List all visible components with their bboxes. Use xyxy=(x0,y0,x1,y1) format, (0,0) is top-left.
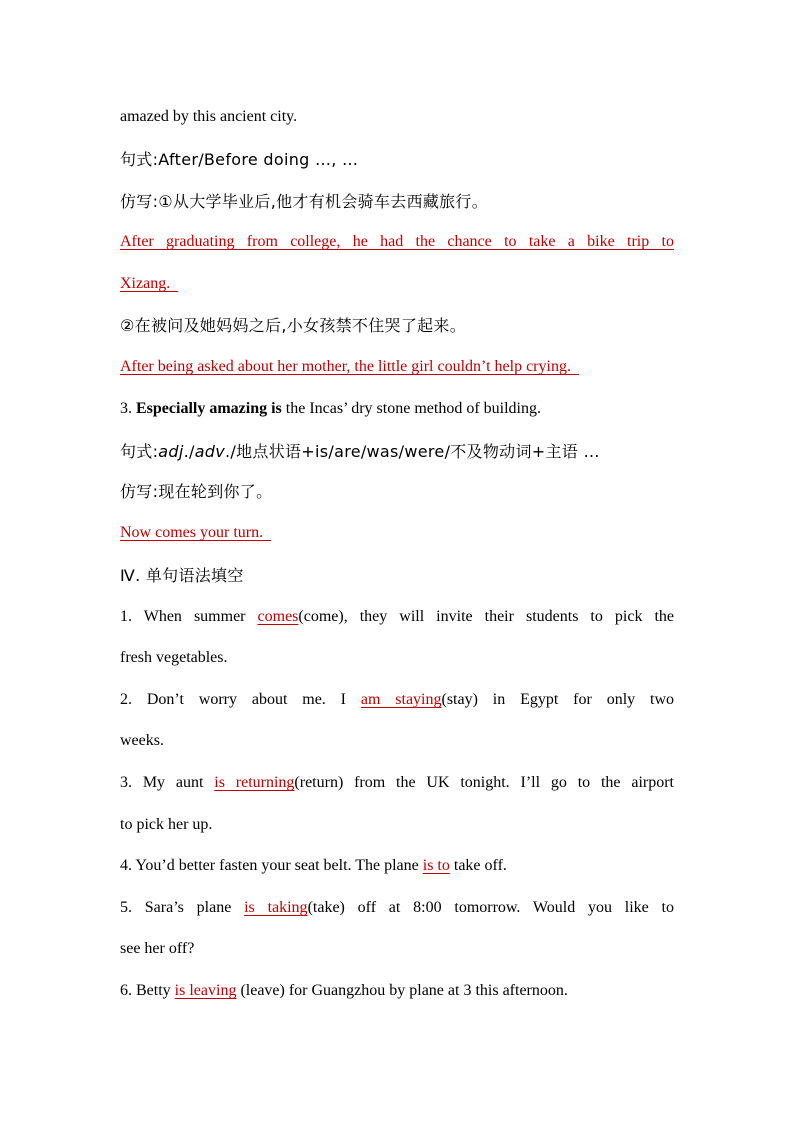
answer-1-part-1: After graduating from college, he had the chance to take a bike trip to xyxy=(120,233,674,250)
question-text: (return) from the UK tonight. I’ll go to the airport xyxy=(294,774,675,791)
question-text: 1. When summer xyxy=(120,608,258,625)
question-3 xyxy=(120,773,674,793)
section-heading xyxy=(120,566,674,586)
question-text: 6. Betty xyxy=(120,982,175,999)
question-text: take off. xyxy=(449,857,507,874)
question-text: 3. My aunt xyxy=(120,774,215,791)
answer-blank: is returning xyxy=(214,774,295,791)
pattern-line xyxy=(120,150,674,170)
question-1 xyxy=(120,607,674,627)
bold-phrase: Especially amazing is xyxy=(136,400,282,417)
sentence-pattern: 句式:After/Before doing …, … xyxy=(120,150,359,169)
section-title: Ⅳ. 单句语法填空 xyxy=(120,566,244,585)
pattern-label: 句式: xyxy=(120,442,159,461)
answer-blank: comes xyxy=(257,608,299,625)
sentence-continuation: amazed by this ancient city. xyxy=(120,108,298,125)
imitation-prompt xyxy=(120,482,674,502)
imitation-prompt-1: 仿写:①从大学毕业后,他才有机会骑车去西藏旅行。 xyxy=(120,192,489,211)
question-text: fresh vegetables. xyxy=(120,649,228,666)
question-4 xyxy=(120,856,674,876)
imitation-prompt xyxy=(120,192,674,212)
imitation-prompt xyxy=(120,316,674,336)
question-text: weeks. xyxy=(120,732,164,749)
answer-blank: is leaving xyxy=(174,982,237,999)
answer-line xyxy=(120,523,674,543)
answer-2: After being asked about her mother, the little girl couldn’t help crying. xyxy=(120,358,571,375)
question-2 xyxy=(120,690,674,710)
answer-line xyxy=(120,357,674,377)
question-text: 2. Don’t worry about me. I xyxy=(120,691,361,708)
pattern-sep: ./ xyxy=(183,442,195,461)
question-5 xyxy=(120,898,674,918)
question-text: to pick her up. xyxy=(120,816,213,833)
question-5-cont xyxy=(120,939,674,959)
answer-blank: am staying xyxy=(360,691,442,708)
question-text: (come), they will invite their students to pick the xyxy=(298,608,674,625)
pattern-adj: adj xyxy=(158,442,184,461)
question-text: (stay) in Egypt for only two xyxy=(441,691,675,708)
answer-line xyxy=(120,232,674,252)
item-number: 3. xyxy=(120,400,136,417)
question-6 xyxy=(120,981,674,1001)
answer-blank: is taking xyxy=(244,899,308,916)
sentence-rest: the Incas’ dry stone method of building. xyxy=(281,400,541,417)
pattern-rest: ./地点状语+is/are/was/were/不及物动词+主语 … xyxy=(225,442,600,461)
question-text: (leave) for Guangzhou by plane at 3 this afternoon. xyxy=(236,982,568,999)
question-1-cont xyxy=(120,648,674,668)
question-2-cont xyxy=(120,731,674,751)
imitation-prompt-2: ②在被问及她妈妈之后,小女孩禁不住哭了起来。 xyxy=(120,316,467,335)
text-line xyxy=(120,107,674,127)
example-sentence xyxy=(120,399,674,419)
answer-line xyxy=(120,274,674,294)
question-text: (take) off at 8:00 tomorrow. Would you like to xyxy=(307,899,674,916)
pattern-line xyxy=(120,442,674,462)
answer-blank: is to xyxy=(422,857,450,874)
question-text: see her off? xyxy=(120,940,195,957)
pattern-adv: adv xyxy=(194,442,226,461)
question-3-cont xyxy=(120,815,674,835)
answer-3: Now comes your turn. xyxy=(120,524,264,541)
answer-1-part-2: Xizang. xyxy=(120,275,171,292)
question-text: 4. You’d better fasten your seat belt. The plane xyxy=(120,857,423,874)
question-text: 5. Sara’s plane xyxy=(120,899,245,916)
imitation-prompt-3: 仿写:现在轮到你了。 xyxy=(120,482,273,501)
